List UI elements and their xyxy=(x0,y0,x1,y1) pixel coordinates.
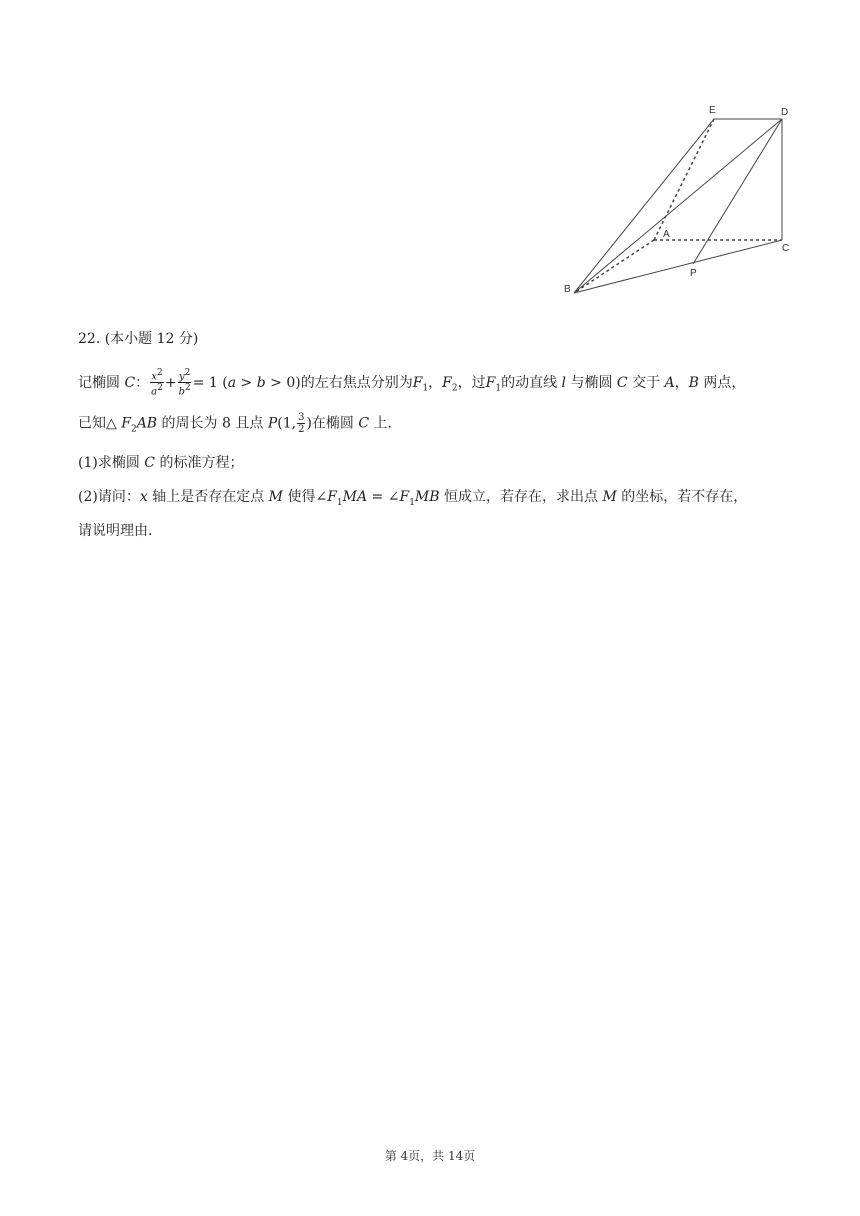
question-header xyxy=(78,329,778,349)
label-B: B xyxy=(564,284,571,295)
subscript: 2 xyxy=(130,424,137,435)
pyramid-diagram xyxy=(556,96,796,302)
math-MB: MB xyxy=(414,489,440,505)
plus-sign: + xyxy=(164,374,177,391)
text: 使得 xyxy=(283,489,316,505)
math-B: B xyxy=(688,374,699,391)
geometry-figure xyxy=(556,96,796,302)
subscript: 1 xyxy=(422,383,429,394)
math-P: P xyxy=(267,415,278,432)
subscript: 1 xyxy=(495,383,502,394)
math-C: C xyxy=(144,455,155,471)
math-b: b xyxy=(256,374,266,391)
text: ) xyxy=(306,415,312,432)
text: 两点， xyxy=(698,374,746,391)
denominator: 2 xyxy=(298,424,305,435)
numerator: 3 xyxy=(298,412,305,423)
math-A: A xyxy=(664,374,675,391)
math-AB: AB xyxy=(136,415,158,432)
exponent: 2 xyxy=(184,368,191,378)
fraction-3-2 xyxy=(297,412,305,435)
text: ， xyxy=(674,374,689,391)
label-C: C xyxy=(782,243,790,254)
angle-symbol: ∠ xyxy=(387,489,400,505)
edge-DP xyxy=(693,119,782,264)
fraction-x2-a2 xyxy=(150,368,164,398)
text: 请说明理由. xyxy=(78,523,153,539)
text: ， xyxy=(428,374,443,391)
text: = xyxy=(367,489,388,505)
math-a: a xyxy=(227,374,237,391)
text: (1, xyxy=(277,415,297,432)
label-P: P xyxy=(690,268,697,279)
math-F: F xyxy=(485,374,496,391)
page-number: 第 4页，共 14页 xyxy=(384,1149,476,1163)
problem-line-2 xyxy=(78,412,778,439)
part-2 xyxy=(78,487,778,513)
label-A: A xyxy=(663,229,670,240)
subscript: 2 xyxy=(451,383,458,394)
math-x: x xyxy=(139,489,148,505)
edge-EB xyxy=(574,119,714,293)
text: 的左右焦点分别为 xyxy=(300,374,413,391)
math-F: F xyxy=(121,415,131,432)
edge-EA-hidden xyxy=(654,119,714,240)
problem-line-1 xyxy=(78,368,778,399)
text: 与椭圆 xyxy=(566,374,617,391)
subscript: 1 xyxy=(336,497,343,508)
math-C: C xyxy=(616,374,628,391)
edge-AB-hidden xyxy=(574,240,654,293)
math-b: b xyxy=(178,386,186,398)
fraction-y2-b2 xyxy=(178,368,192,398)
text: 交于 xyxy=(627,374,665,391)
text: ，过 xyxy=(457,374,486,391)
math-y: y xyxy=(178,371,185,383)
math-F: F xyxy=(399,489,410,505)
exponent: 2 xyxy=(156,368,163,378)
text: 恒成立，若存在，求出点 xyxy=(439,489,603,505)
text: (2)请问： xyxy=(78,489,140,505)
text: 已知 xyxy=(78,415,106,432)
math-F: F xyxy=(412,374,423,391)
part-1 xyxy=(78,453,778,473)
math-MA: MA xyxy=(342,489,368,505)
exponent: 2 xyxy=(157,383,163,394)
text: 的周长为 8 且点 xyxy=(157,415,268,432)
math-x: x xyxy=(151,371,157,383)
label-D: D xyxy=(781,107,789,118)
question-number: 22. (本小题 12 分) xyxy=(78,331,199,347)
text: 的标准方程； xyxy=(155,455,244,471)
math-M: M xyxy=(268,489,283,505)
angle-symbol: ∠ xyxy=(315,489,328,505)
text: 的动直线 xyxy=(501,374,562,391)
math-l: l xyxy=(561,374,567,391)
text: > 0) xyxy=(265,374,301,391)
text: > xyxy=(236,374,257,391)
math-F: F xyxy=(442,374,452,391)
text: 在椭圆 xyxy=(311,415,359,432)
math-C: C xyxy=(358,415,370,432)
page-footer xyxy=(0,1147,860,1164)
part-2-continued xyxy=(78,521,778,541)
text: = 1 ( xyxy=(192,374,228,391)
label-E: E xyxy=(709,105,716,116)
text: ： xyxy=(135,374,150,391)
math-F: F xyxy=(327,489,337,505)
math-a: a xyxy=(151,386,158,398)
text: 记椭圆 xyxy=(78,374,125,391)
text: (1)求椭圆 xyxy=(78,455,145,471)
triangle-symbol: △ xyxy=(106,415,117,432)
exponent: 2 xyxy=(185,383,191,394)
subscript: 1 xyxy=(409,497,415,508)
text: 的坐标，若不存在， xyxy=(616,489,748,505)
math-M: M xyxy=(602,489,617,505)
text: 轴上是否存在定点 xyxy=(147,489,269,505)
text: 上. xyxy=(369,415,392,432)
math-C: C xyxy=(124,374,136,391)
